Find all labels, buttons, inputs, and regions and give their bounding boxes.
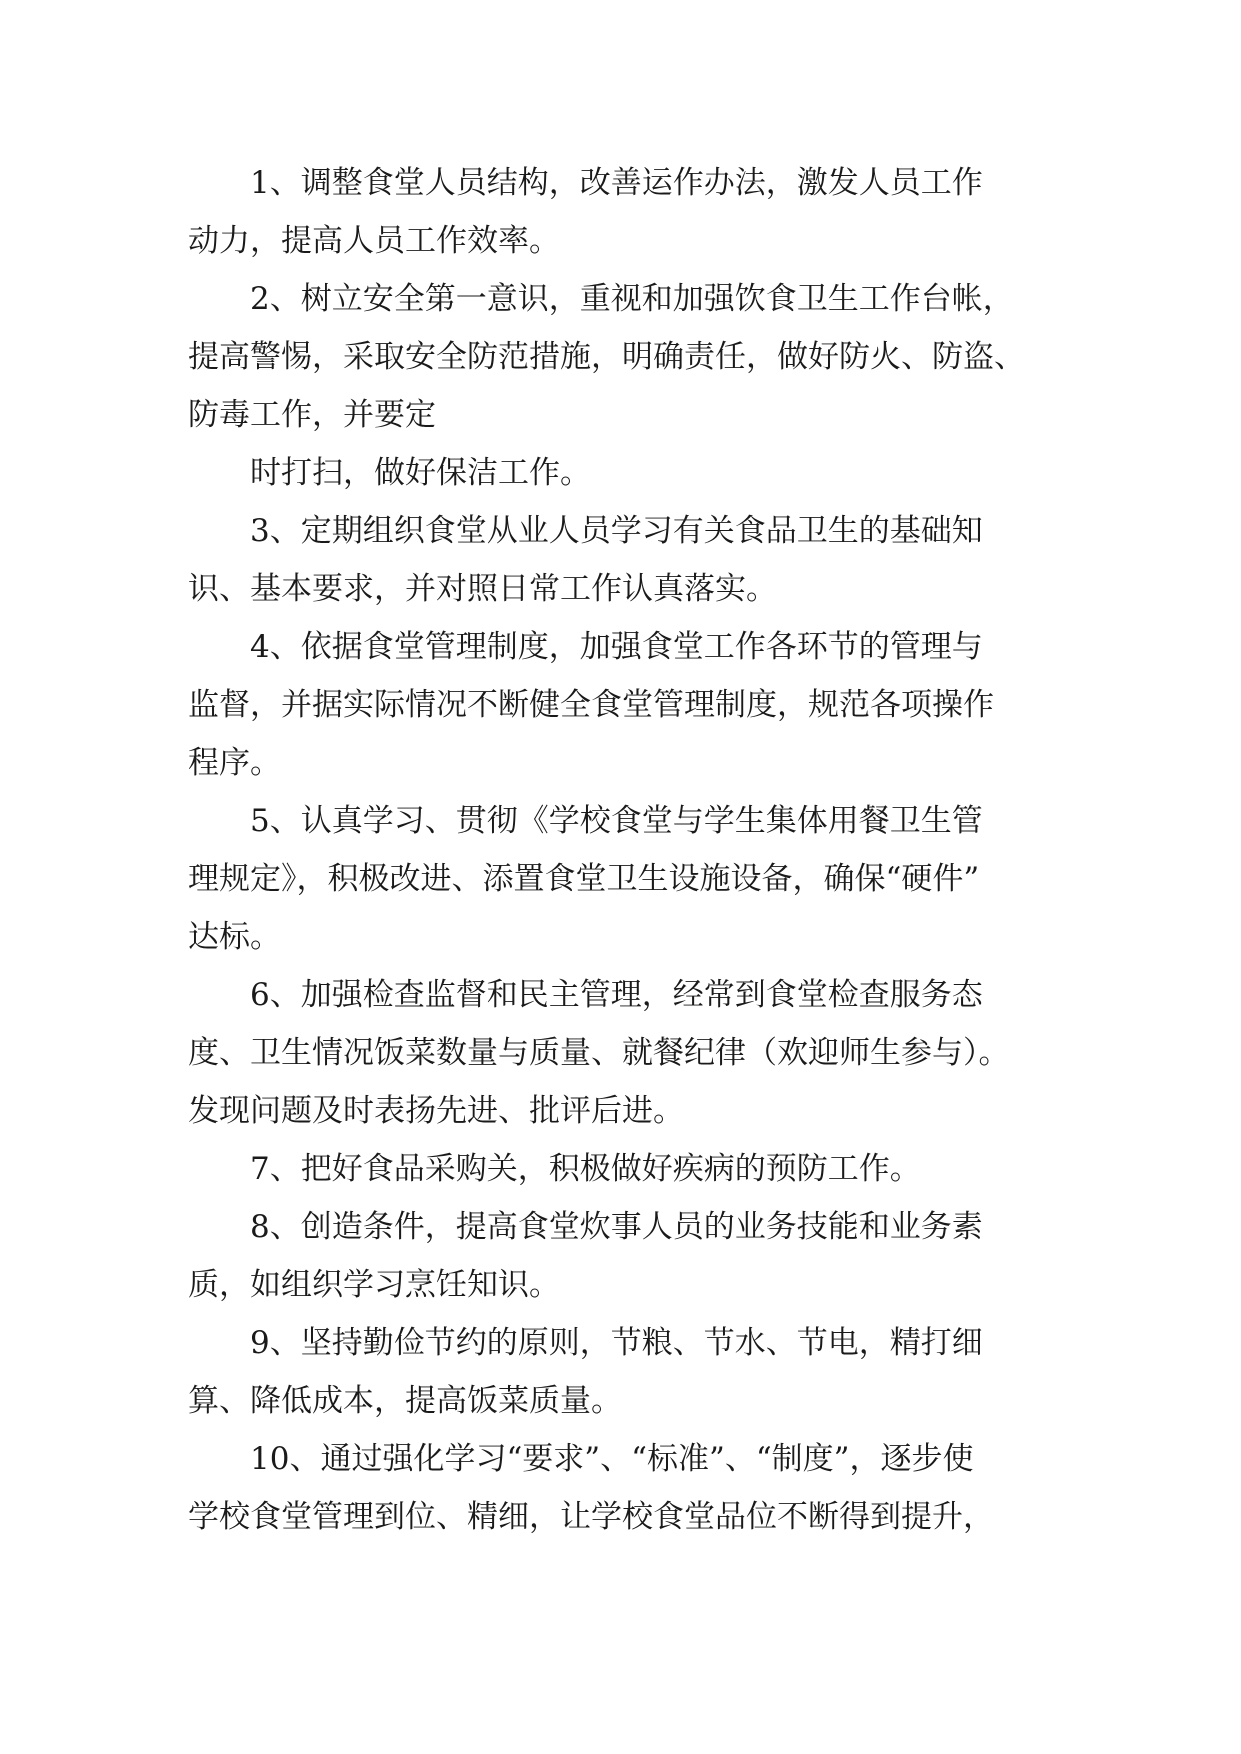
- paragraph-5-line-2: 理规定》，积极改进、添置食堂卫生设施设备，确保“硬件”: [188, 861, 980, 897]
- paragraph-1-line-2: 动力，提高人员工作效率。: [188, 223, 560, 259]
- paragraph-9-line-2: 算、降低成本，提高饭菜质量。: [188, 1383, 622, 1419]
- paragraph-2b-line-1: 时打扫，做好保洁工作。: [250, 455, 591, 491]
- paragraph-7-line-1: 7、把好食品采购关，积极做好疾病的预防工作。: [250, 1151, 921, 1187]
- paragraph-6-line-2: 度、卫生情况饭菜数量与质量、就餐纪律（欢迎师生参与）。: [188, 1035, 1010, 1071]
- paragraph-10-line-1: 10、通过强化学习“要求”、“标准”、“制度”，逐步使: [250, 1441, 974, 1477]
- paragraph-10-line-2: 学校食堂管理到位、精细，让学校食堂品位不断得到提升，: [188, 1499, 994, 1535]
- paragraph-9-line-1: 9、坚持勤俭节约的原则，节粮、节水、节电，精打细: [250, 1325, 983, 1361]
- paragraph-1-line-1: 1、调整食堂人员结构，改善运作办法，激发人员工作: [250, 165, 983, 201]
- paragraph-5-line-3: 达标。: [188, 919, 281, 955]
- paragraph-4-line-3: 程序。: [188, 745, 281, 781]
- paragraph-3-line-1: 3、定期组织食堂从业人员学习有关食品卫生的基础知: [250, 513, 983, 549]
- paragraph-6-line-3: 发现问题及时表扬先进、批评后进。: [188, 1093, 684, 1129]
- paragraph-8-line-2: 质，如组织学习烹饪知识。: [188, 1267, 560, 1303]
- paragraph-2-line-2: 提高警惕，采取安全防范措施，明确责任，做好防火、防盗、: [188, 339, 1025, 375]
- paragraph-2-line-1: 2、树立安全第一意识，重视和加强饮食卫生工作台帐，: [250, 281, 1014, 317]
- paragraph-5-line-1: 5、认真学习、贯彻《学校食堂与学生集体用餐卫生管: [250, 803, 983, 839]
- paragraph-4-line-1: 4、依据食堂管理制度，加强食堂工作各环节的管理与: [250, 629, 983, 665]
- paragraph-4-line-2: 监督，并据实际情况不断健全食堂管理制度，规范各项操作: [188, 687, 994, 723]
- paragraph-6-line-1: 6、加强检查监督和民主管理，经常到食堂检查服务态: [250, 977, 983, 1013]
- paragraph-2-line-3: 防毒工作，并要定: [188, 397, 436, 433]
- paragraph-8-line-1: 8、创造条件，提高食堂炊事人员的业务技能和业务素: [250, 1209, 983, 1245]
- paragraph-3-line-2: 识、基本要求，并对照日常工作认真落实。: [188, 571, 777, 607]
